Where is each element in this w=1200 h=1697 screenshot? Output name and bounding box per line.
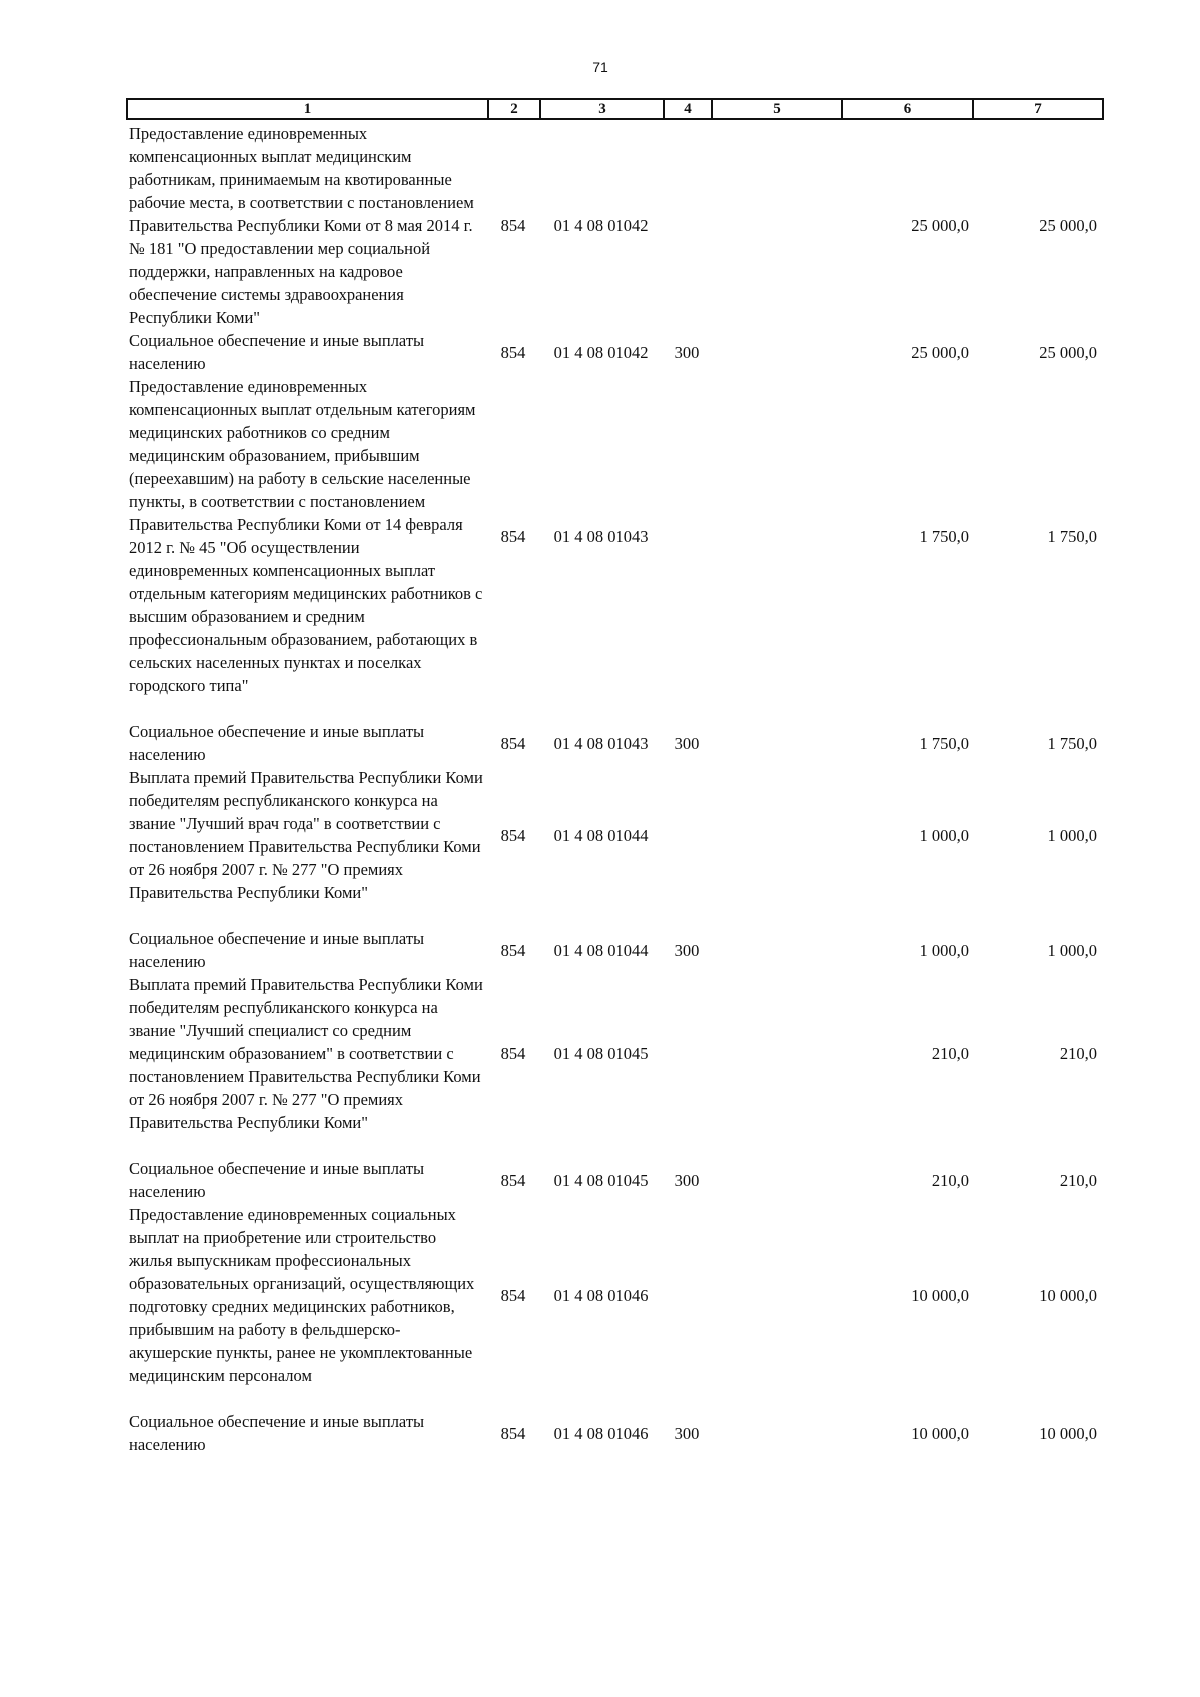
column-header-5: 5 xyxy=(713,100,843,118)
row-amount-7: 10 000,0 xyxy=(1039,1423,1097,1443)
row-amount-6: 25 000,0 xyxy=(911,342,969,362)
column-header-1: 1 xyxy=(128,100,489,118)
row-expense-type: 300 xyxy=(674,733,700,753)
table-row xyxy=(126,329,1104,375)
row-description: Социальное обеспечение и иные выплаты населению xyxy=(129,929,425,971)
column-header-4: 4 xyxy=(665,100,713,118)
table-row xyxy=(126,375,1104,720)
row-amount-7: 1 000,0 xyxy=(1047,825,1097,845)
row-ministry-code: 854 xyxy=(500,733,526,753)
row-expense-type: 300 xyxy=(674,1170,700,1190)
row-amount-6: 210,0 xyxy=(931,1044,969,1063)
row-amount-7: 10 000,0 xyxy=(1039,1285,1097,1305)
table-row xyxy=(126,720,1104,766)
row-expense-type: 300 xyxy=(674,940,700,960)
row-amount-6: 1 000,0 xyxy=(919,825,969,845)
table-row xyxy=(126,1157,1104,1203)
table-row xyxy=(126,1203,1104,1410)
row-description: Предоставление единовременных социальных выплат на приобретение или строительство жилья выпускникам профессиональных образовательных организаций, осуществляющих подготовку средних медицинских работников, прибывшим на работу в фельдшерско-акушерские пункты, ранее не укомплектованные медицинским персоналом xyxy=(129,1205,475,1385)
row-ministry-code: 854 xyxy=(500,1423,526,1443)
row-amount-6: 1 750,0 xyxy=(919,526,969,546)
row-expense-type: 300 xyxy=(674,1423,700,1443)
row-amount-6: 1 750,0 xyxy=(919,733,969,753)
row-ministry-code: 854 xyxy=(500,526,526,546)
row-ministry-code: 854 xyxy=(500,216,526,235)
row-amount-7: 1 750,0 xyxy=(1047,526,1097,546)
table-row xyxy=(126,973,1104,1157)
row-amount-6: 10 000,0 xyxy=(911,1423,969,1443)
row-amount-6: 10 000,0 xyxy=(911,1285,969,1305)
column-header-7: 7 xyxy=(1034,101,1042,117)
row-target-article: 01 4 08 01046 xyxy=(553,1423,649,1443)
row-description: Предоставление единовременных компенсационных выплат медицинским работникам, принимаемым на квотированные рабочие места, в соответствии с постановлением Правительства Республики Коми от 8 мая 2014 г. № 181 "О предоставлении мер социальной поддержки, направленных на кадровое обеспечение системы здравоохранения Республики Коми" xyxy=(129,124,474,327)
column-header-2: 2 xyxy=(489,100,541,118)
table-row xyxy=(126,1410,1104,1456)
row-ministry-code: 854 xyxy=(500,1044,526,1063)
row-target-article: 01 4 08 01043 xyxy=(553,526,649,546)
row-amount-6: 1 000,0 xyxy=(919,940,969,960)
row-amount-7: 210,0 xyxy=(1059,1170,1097,1190)
row-amount-7: 210,0 xyxy=(1059,1044,1097,1063)
table-body xyxy=(126,122,1104,1456)
column-header-6: 6 xyxy=(843,100,974,118)
row-description: Социальное обеспечение и иные выплаты населению xyxy=(129,1412,425,1454)
row-amount-6: 25 000,0 xyxy=(911,216,969,235)
row-ministry-code: 854 xyxy=(500,1170,526,1190)
table-row xyxy=(126,927,1104,973)
row-target-article: 01 4 08 01045 xyxy=(553,1170,649,1190)
row-target-article: 01 4 08 01046 xyxy=(553,1285,649,1305)
row-description: Социальное обеспечение и иные выплаты населению xyxy=(129,1159,425,1201)
row-amount-6: 210,0 xyxy=(931,1170,969,1190)
row-target-article: 01 4 08 01045 xyxy=(553,1044,649,1063)
row-target-article: 01 4 08 01042 xyxy=(553,342,649,362)
row-target-article: 01 4 08 01042 xyxy=(553,216,649,235)
table-row xyxy=(126,122,1104,329)
row-amount-7: 1 750,0 xyxy=(1047,733,1097,753)
table-header xyxy=(126,98,1104,120)
row-description: Социальное обеспечение и иные выплаты населению xyxy=(129,331,425,373)
page-number: 71 xyxy=(592,59,608,75)
row-target-article: 01 4 08 01044 xyxy=(553,940,649,960)
row-expense-type: 300 xyxy=(674,342,700,362)
table-row xyxy=(126,766,1104,927)
row-target-article: 01 4 08 01043 xyxy=(553,733,649,753)
row-description: Социальное обеспечение и иные выплаты населению xyxy=(129,722,425,764)
row-ministry-code: 854 xyxy=(500,1285,526,1305)
row-ministry-code: 854 xyxy=(500,825,526,845)
row-amount-7: 25 000,0 xyxy=(1039,342,1097,362)
row-amount-7: 25 000,0 xyxy=(1039,216,1097,235)
row-description: Предоставление единовременных компенсационных выплат отдельным категориям медицинских работников со средним медицинским образованием, прибывшим (переехавшим) на работу в сельские населенные пункты, в соответствии с постановлением Правительства Республики Коми от 14 февраля 2012 г. № 45 "Об осуществлении единовременных компенсационных выплат отдельным категориям медицинских работников с высшим образованием и средним профессиональным образованием, работающих в сельских населенных пунктах и поселках городского типа" xyxy=(129,377,483,695)
row-description: Выплата премий Правительства Республики Коми победителям республиканского конкурса на звание "Лучший специалист со средним медицинским образованием" в соответствии с постановлением Правительства Республики Коми от 26 ноября 2007 г. № 277 "О премиях Правительства Республики Коми" xyxy=(129,975,483,1132)
row-amount-7: 1 000,0 xyxy=(1047,940,1097,960)
column-header-3: 3 xyxy=(541,100,665,118)
row-ministry-code: 854 xyxy=(500,940,526,960)
row-target-article: 01 4 08 01044 xyxy=(553,825,649,845)
row-ministry-code: 854 xyxy=(500,342,526,362)
row-description: Выплата премий Правительства Республики Коми победителям республиканского конкурса на звание "Лучший врач года" в соответствии с постановлением Правительства Республики Коми от 26 ноября 2007 г. № 277 "О премиях Правительства Республики Коми" xyxy=(129,768,483,902)
